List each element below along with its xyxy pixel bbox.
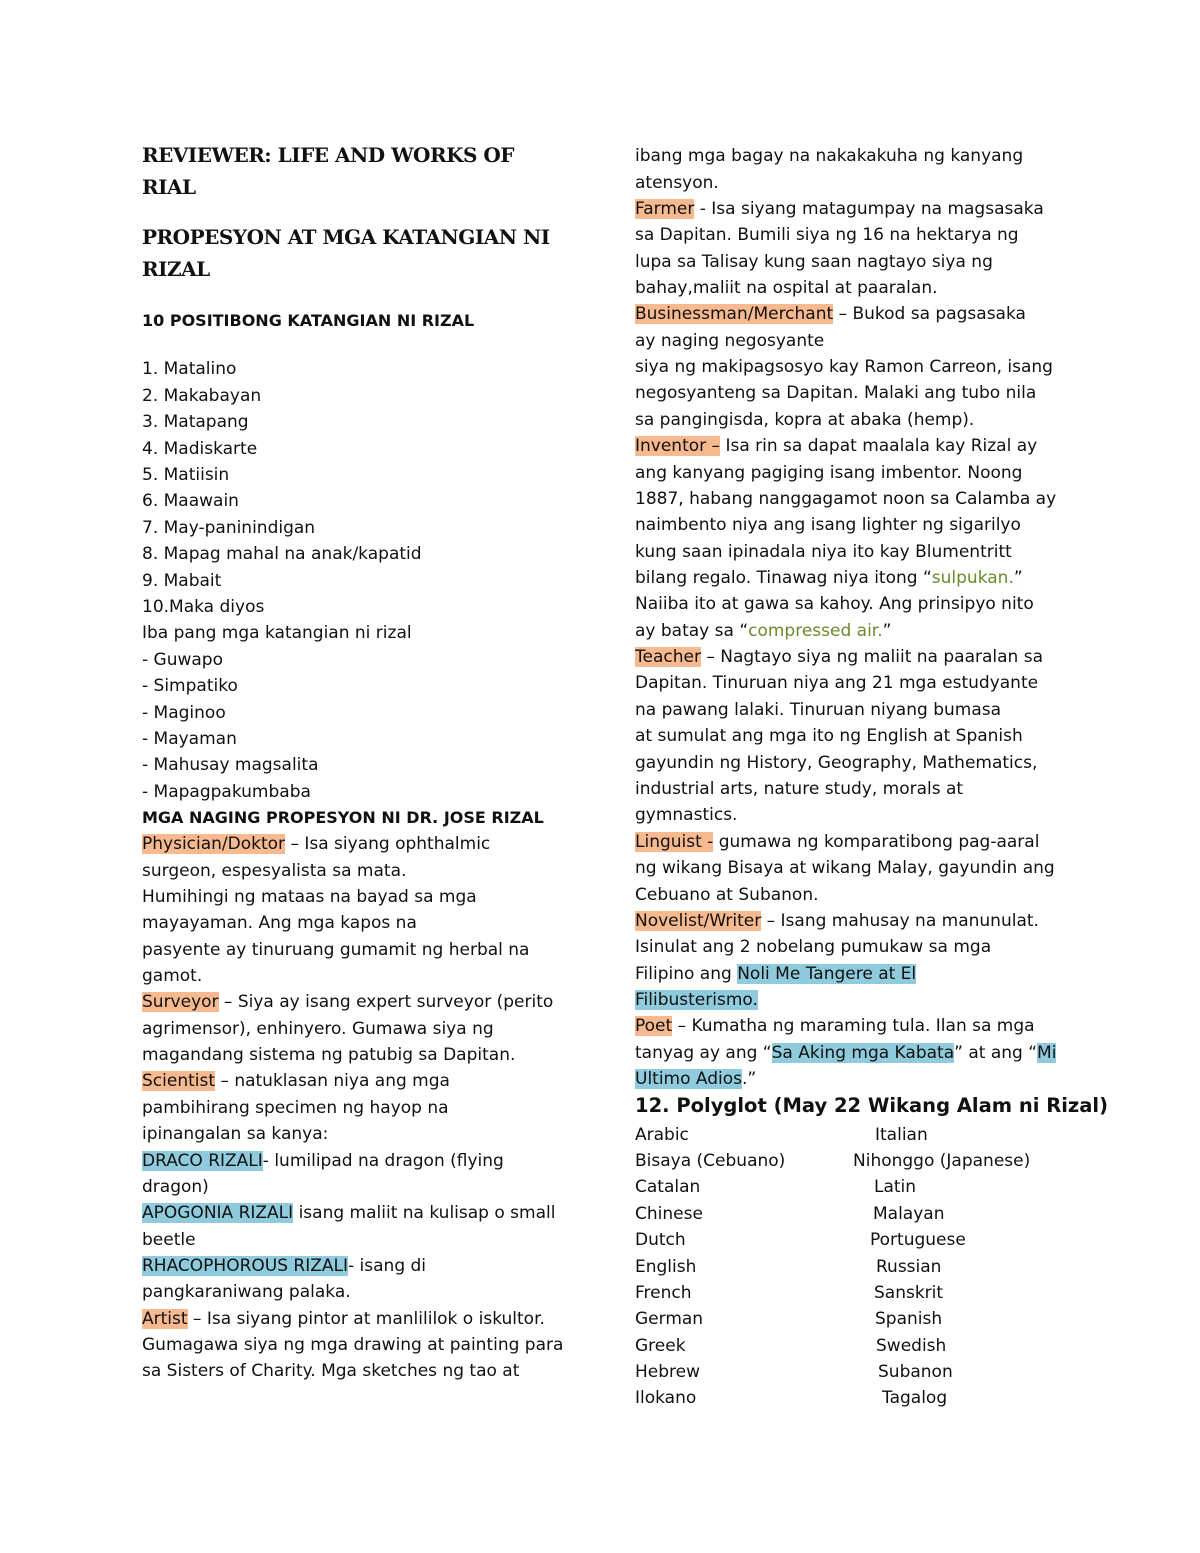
artist-line: ibang mga bagay na nakakakuha ng kanyang — [635, 146, 1024, 166]
inventor-line: naimbento niya ang isang lighter ng sigarilyo — [635, 515, 1021, 535]
other-traits-heading: Iba pang mga katangian ni rizal — [142, 623, 412, 643]
business-line: siya ng makipagsosyo kay Ramon Carreon, isang — [635, 357, 1053, 377]
trait-item: 10.Maka diyos — [142, 597, 265, 617]
language-item: Bisaya (Cebuano) — [635, 1151, 786, 1171]
novelist-line: Isinulat ang 2 nobelang pumukaw sa mga — [635, 937, 992, 957]
artist-line: atensyon. — [635, 173, 719, 193]
linguist-line: ng wikang Bisaya at wikang Malay, gayundin ang — [635, 858, 1055, 878]
farmer-line: lupa sa Talisay kung saan nagtayo siya ng — [635, 252, 993, 272]
farmer-line: Farmer - Isa siyang matagumpay na magsasaka — [635, 199, 1044, 219]
physician-line: Physician/Doktor – Isa siyang ophthalmic — [142, 834, 491, 854]
positive-heading: 10 POSITIBONG KATANGIAN NI RIZAL — [142, 311, 475, 330]
language-item: Greek — [635, 1336, 686, 1356]
novelist-label: Novelist/Writer — [635, 911, 762, 931]
language-item: Malayan — [873, 1204, 945, 1224]
other-trait: - Simpatiko — [142, 676, 238, 696]
language-item: Dutch — [635, 1230, 686, 1250]
physician-line: pasyente ay tinuruang gumamit ng herbal na — [142, 940, 530, 960]
other-trait: - Mayaman — [142, 729, 237, 749]
business-line: Businessman/Merchant – Bukod sa pagsasaka — [635, 304, 1026, 324]
trait-item: 5. Matiisin — [142, 465, 230, 485]
linguist-line: Linguist - gumawa ng komparatibong pag-aaral — [635, 832, 1040, 852]
business-line: ay naging negosyante — [635, 331, 825, 351]
other-trait: - Mahusay magsalita — [142, 755, 319, 775]
surveyor-line: agrimensor), enhinyero. Gumawa siya ng — [142, 1019, 494, 1039]
species-draco: DRACO RIZALI — [142, 1151, 263, 1171]
species-line: RHACOPHOROUS RIZALI- isang di — [142, 1256, 427, 1276]
language-item: Latin — [874, 1177, 917, 1197]
inventor-line: bilang regalo. Tinawag niya itong “sulpukan.” — [635, 568, 1023, 588]
farmer-line: bahay,maliit na ospital at paaralan. — [635, 278, 938, 298]
language-item: Italian — [875, 1125, 928, 1145]
novel-titles: Noli Me Tangere at El — [737, 964, 917, 984]
compressed-air-term: compressed air. — [748, 621, 883, 641]
inventor-line: kung saan ipinadala niya ito kay Blumentritt — [635, 542, 1012, 562]
physician-line: surgeon, espesyalista sa mata. — [142, 861, 407, 881]
trait-item: 6. Maawain — [142, 491, 239, 511]
surveyor-label: Surveyor — [142, 992, 219, 1012]
language-item: Tagalog — [882, 1388, 948, 1408]
poem-title: Mi — [1037, 1043, 1057, 1063]
species-line: DRACO RIZALI- lumilipad na dragon (flying — [142, 1151, 504, 1171]
species-rhacophorous: RHACOPHOROUS RIZALI — [142, 1256, 349, 1276]
page-title-2: RIAL — [142, 175, 196, 199]
language-item: Chinese — [635, 1204, 703, 1224]
teacher-label: Teacher — [635, 647, 701, 667]
teacher-line: na pawang lalaki. Tinuruan niyang bumasa — [635, 700, 1002, 720]
inventor-line: ang kanyang pagiging isang imbentor. Noong — [635, 463, 1023, 483]
novelist-line — [635, 989, 758, 1011]
teacher-line: at sumulat ang mga ito ng English at Spanish — [635, 726, 1023, 746]
language-item: Arabic — [635, 1125, 689, 1145]
teacher-line: industrial arts, nature study, morals at — [635, 779, 964, 799]
poet-line: Poet – Kumatha ng maraming tula. Ilan sa mga — [635, 1016, 1035, 1036]
page-title: REVIEWER: LIFE AND WORKS OF — [142, 143, 514, 167]
other-trait: - Maginoo — [142, 703, 226, 723]
language-item: Catalan — [635, 1177, 701, 1197]
profession-heading: MGA NAGING PROPESYON NI DR. JOSE RIZAL — [142, 808, 544, 827]
physician-line: Humihingi ng mataas na bayad sa mga — [142, 887, 477, 907]
subtitle-2: RIZAL — [142, 257, 210, 281]
other-trait: - Mapagpakumbaba — [142, 782, 311, 802]
linguist-label: Linguist - — [635, 832, 714, 852]
business-label: Businessman/Merchant — [635, 304, 834, 324]
language-item: Hebrew — [635, 1362, 701, 1382]
trait-item: 3. Matapang — [142, 412, 249, 432]
species-line: pangkaraniwang palaka. — [142, 1282, 351, 1302]
trait-item: 8. Mapag mahal na anak/kapatid — [142, 544, 422, 564]
scientist-line: pambihirang specimen ng hayop na — [142, 1098, 449, 1118]
poem-title: Sa Aking mga Kabata — [771, 1043, 955, 1063]
language-item: English — [635, 1257, 697, 1277]
artist-line: Gumagawa siya ng mga drawing at painting para — [142, 1335, 564, 1355]
linguist-line: Cebuano at Subanon. — [635, 885, 819, 905]
business-line: negosyanteng sa Dapitan. Malaki ang tubo nila — [635, 383, 1037, 403]
trait-item: 7. May-paninindigan — [142, 518, 316, 538]
species-line: APOGONIA RIZALI isang maliit na kulisap o small — [142, 1203, 556, 1223]
trait-item: 9. Mabait — [142, 571, 222, 591]
language-item: Nihonggo (Japanese) — [853, 1151, 1031, 1171]
language-item: Sanskrit — [874, 1283, 944, 1303]
language-item: Subanon — [878, 1362, 953, 1382]
scientist-line: Scientist – natuklasan niya ang mga — [142, 1071, 450, 1091]
language-item: Spanish — [875, 1309, 943, 1329]
inventor-line: Naiiba ito at gawa sa kahoy. Ang prinsipyo nito — [635, 594, 1034, 614]
trait-item: 4. Madiskarte — [142, 439, 258, 459]
artist-line: Artist – Isa siyang pintor at manlililok o iskultor. — [142, 1309, 545, 1329]
inventor-line: 1887, habang nanggagamot noon sa Calamba ay — [635, 489, 1057, 509]
novelist-line: Filipino ang Noli Me Tangere at El — [635, 964, 917, 984]
surveyor-line: magandang sistema ng patubig sa Dapitan. — [142, 1045, 516, 1065]
teacher-line: Teacher – Nagtayo siya ng maliit na paaralan sa — [635, 647, 1044, 667]
teacher-line: Dapitan. Tinuruan niya ang 21 mga estudyante — [635, 673, 1039, 693]
trait-item: 1. Matalino — [142, 359, 237, 379]
language-item: German — [635, 1309, 704, 1329]
trait-item: 2. Makabayan — [142, 386, 262, 406]
farmer-line: sa Dapitan. Bumili siya ng 16 na hektarya ng — [635, 225, 1019, 245]
inventor-line: ay batay sa “compressed air.” — [635, 621, 892, 641]
poet-line: tanyag ay ang “Sa Aking mga Kabata” at ang “Mi — [635, 1043, 1057, 1063]
scientist-label: Scientist — [142, 1071, 216, 1091]
artist-line: sa Sisters of Charity. Mga sketches ng tao at — [142, 1361, 520, 1381]
farmer-label: Farmer — [635, 199, 695, 219]
physician-line: mayayaman. Ang mga kapos na — [142, 913, 417, 933]
language-item: Swedish — [876, 1336, 947, 1356]
inventor-label: Inventor – — [635, 436, 721, 456]
novelist-line: Novelist/Writer – Isang mahusay na manunulat. — [635, 911, 1039, 931]
surveyor-line: Surveyor – Siya ay isang expert surveyor (perito — [142, 992, 554, 1012]
language-item: Russian — [876, 1257, 942, 1277]
language-item: French — [635, 1283, 692, 1303]
language-item: Portuguese — [870, 1230, 966, 1250]
sulpukan-term: sulpukan. — [931, 568, 1014, 588]
poem-title: Ultimo Adios — [635, 1069, 743, 1089]
polyglot-heading: 12. Polyglot (May 22 Wikang Alam ni Rizal) — [635, 1094, 1109, 1117]
artist-label: Artist — [142, 1309, 188, 1329]
physician-label: Physician/Doktor — [142, 834, 286, 854]
poet-label: Poet — [635, 1016, 673, 1036]
species-line: dragon) — [142, 1177, 209, 1197]
other-trait: - Guwapo — [142, 650, 223, 670]
language-item: Ilokano — [635, 1388, 697, 1408]
subtitle: PROPESYON AT MGA KATANGIAN NI — [142, 225, 550, 249]
species-apogonia: APOGONIA RIZALI — [142, 1203, 294, 1223]
teacher-line: gayundin ng History, Geography, Mathematics, — [635, 753, 1038, 773]
novel-titles: Filibusterismo. — [635, 990, 758, 1010]
species-line: beetle — [142, 1230, 196, 1250]
business-line: sa pangingisda, kopra at abaka (hemp). — [635, 410, 975, 430]
poet-line: Ultimo Adios.” — [635, 1069, 757, 1089]
inventor-line: Inventor – Isa rin sa dapat maalala kay Rizal ay — [635, 436, 1038, 456]
scientist-line: ipinangalan sa kanya: — [142, 1124, 329, 1144]
physician-line: gamot. — [142, 966, 203, 986]
teacher-line: gymnastics. — [635, 805, 738, 825]
